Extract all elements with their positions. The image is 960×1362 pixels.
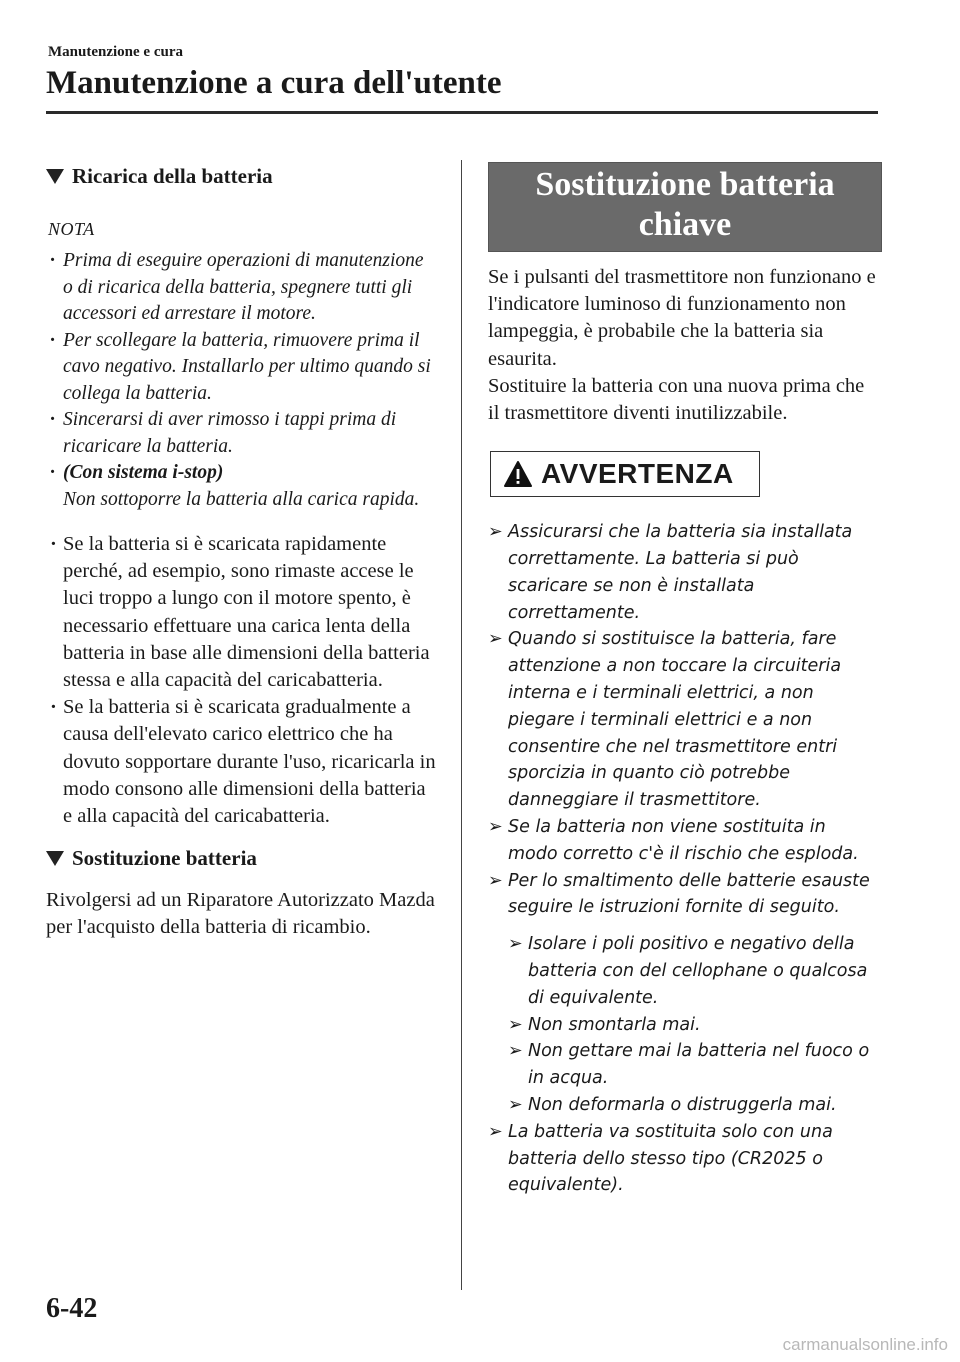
- page-number: 6-42: [46, 1293, 98, 1324]
- disposal-item: [508, 931, 880, 1011]
- arrow-right-icon: ➢: [508, 1041, 523, 1062]
- arrow-right-icon: ➢: [508, 1094, 523, 1115]
- arrow-right-icon: ➢: [508, 934, 523, 955]
- disposal-item: [508, 1038, 880, 1092]
- disposal-item-text: Non deformarla o distruggerla mai.: [528, 1094, 837, 1115]
- warning-item: [488, 1119, 880, 1199]
- subhead-battery-replacement: [46, 846, 436, 871]
- header-rule: [46, 111, 878, 114]
- nota-item: · Per scollegare la batteria, rimuovere prima il cavo negativo. Installarlo per ultimo quando si collega la batteria.: [46, 328, 436, 408]
- left-column: [46, 160, 436, 942]
- arrow-right-icon: ➢: [508, 1014, 523, 1035]
- warning-box: [490, 451, 760, 497]
- arrow-right-icon: ➢: [488, 870, 503, 891]
- warning-label: AVVERTENZA: [541, 458, 734, 490]
- page-header: [46, 44, 878, 114]
- nota-label: NOTA: [48, 219, 95, 239]
- warning-item-text: La batteria va sostituita solo con una batteria dello stesso tipo (CR2025 o equivalente).: [508, 1121, 833, 1196]
- warning-triangle-icon: [503, 460, 533, 488]
- list-item: · Se la batteria si è scaricata gradualmente a causa dell'elevato carico elettrico che ha dovuto sopportare durante l'uso, ricaricarla in modo consono alle dimensioni della batteria e alla capacità del caricabatteria.: [46, 694, 436, 830]
- warning-item-text: Assicurarsi che la batteria sia installata correttamente. La batteria si può scaricare se non è installata correttamente.: [508, 522, 853, 623]
- nota-istop-text: Non sottoporre la batteria alla carica rapida.: [63, 488, 420, 510]
- column-divider: [461, 160, 462, 1290]
- arrow-right-icon: ➢: [488, 1121, 503, 1142]
- nota-list: [46, 248, 436, 513]
- disposal-item: [508, 1092, 880, 1119]
- subhead-battery-charging-text: Ricarica della batteria: [72, 164, 273, 188]
- warning-item: [488, 626, 880, 814]
- triangle-down-icon: [46, 169, 64, 184]
- warning-item: [488, 519, 880, 626]
- arrow-right-icon: ➢: [488, 816, 503, 837]
- warning-list: [488, 519, 880, 1199]
- warning-item-text: Per lo smaltimento delle batterie esauste seguire le istruzioni fornite di seguito.: [508, 870, 870, 918]
- intro-paragraph: Sostituire la batteria con una nuova prima che il trasmettitore diventi inutilizzabile.: [488, 374, 865, 425]
- warning-item-text: Se la batteria non viene sostituita in modo corretto c'è il rischio che esploda.: [508, 816, 859, 864]
- subhead-battery-charging: [46, 164, 436, 189]
- warning-item-text: Quando si sostituisce la batteria, fare attenzione a non toccare la circuiteria interna e i terminali elettrici, a non piegare i terminali elettrici e a non consentire che nel trasmettitore entri sporcizia in quanto ciò potrebbe danneggiare il trasmettitore.: [508, 629, 842, 811]
- boxed-title-line: chiave: [638, 206, 732, 243]
- disposal-item: [508, 1012, 880, 1039]
- disposal-item-text: Non gettare mai la batteria nel fuoco o in acqua.: [528, 1041, 870, 1089]
- triangle-down-icon: [46, 851, 64, 866]
- section-label: Manutenzione e cura: [48, 44, 183, 60]
- watermark: carmanualsonline.info: [782, 1335, 948, 1354]
- warning-item: [488, 814, 880, 868]
- disposal-item-text: Isolare i poli positivo e negativo della batteria con del cellophane o qualcosa di equivalente.: [528, 934, 868, 1008]
- boxed-title-line: Sostituzione batteria: [535, 166, 835, 203]
- list-item: · Se la batteria si è scaricata rapidamente perché, ad esempio, sono rimaste accese le luci troppo a lungo con il motore spento, è necessario effettuare una carica lenta della batteria in base alle dimensioni della batteria stessa e alla capacità del caricabatteria.: [46, 531, 436, 694]
- warning-item: [488, 868, 880, 1119]
- arrow-right-icon: ➢: [488, 629, 503, 650]
- nota-item: · Sincerarsi di aver rimosso i tappi prima di ricaricare la batteria.: [46, 407, 436, 460]
- nota-istop-title: · (Con sistema i-stop): [63, 462, 224, 483]
- key-battery-section-title: [488, 162, 882, 252]
- nota-item-istop: [46, 460, 436, 513]
- disposal-item-text: Non smontarla mai.: [528, 1014, 701, 1035]
- charging-notes-list: [46, 531, 436, 830]
- replacement-text: Rivolgersi ad un Riparatore Autorizzato Mazda per l'acquisto della batteria di ricambio.: [46, 889, 435, 939]
- chapter-title: Manutenzione a cura dell'utente: [46, 65, 502, 101]
- arrow-right-icon: ➢: [488, 522, 503, 543]
- intro-paragraph: Se i pulsanti del trasmettitore non funzionano e l'indicatore luminoso di funzionamento non lampeggia, è probabile che la batteria sia esaurita.: [488, 266, 876, 370]
- subhead-battery-replacement-text: Sostituzione batteria: [72, 846, 257, 871]
- nota-item: · Prima di eseguire operazioni di manutenzione o di ricarica della batteria, spegnere tutti gli accessori ed arrestare il motore.: [46, 248, 436, 328]
- right-column: [488, 160, 880, 1199]
- disposal-list: [508, 931, 880, 1119]
